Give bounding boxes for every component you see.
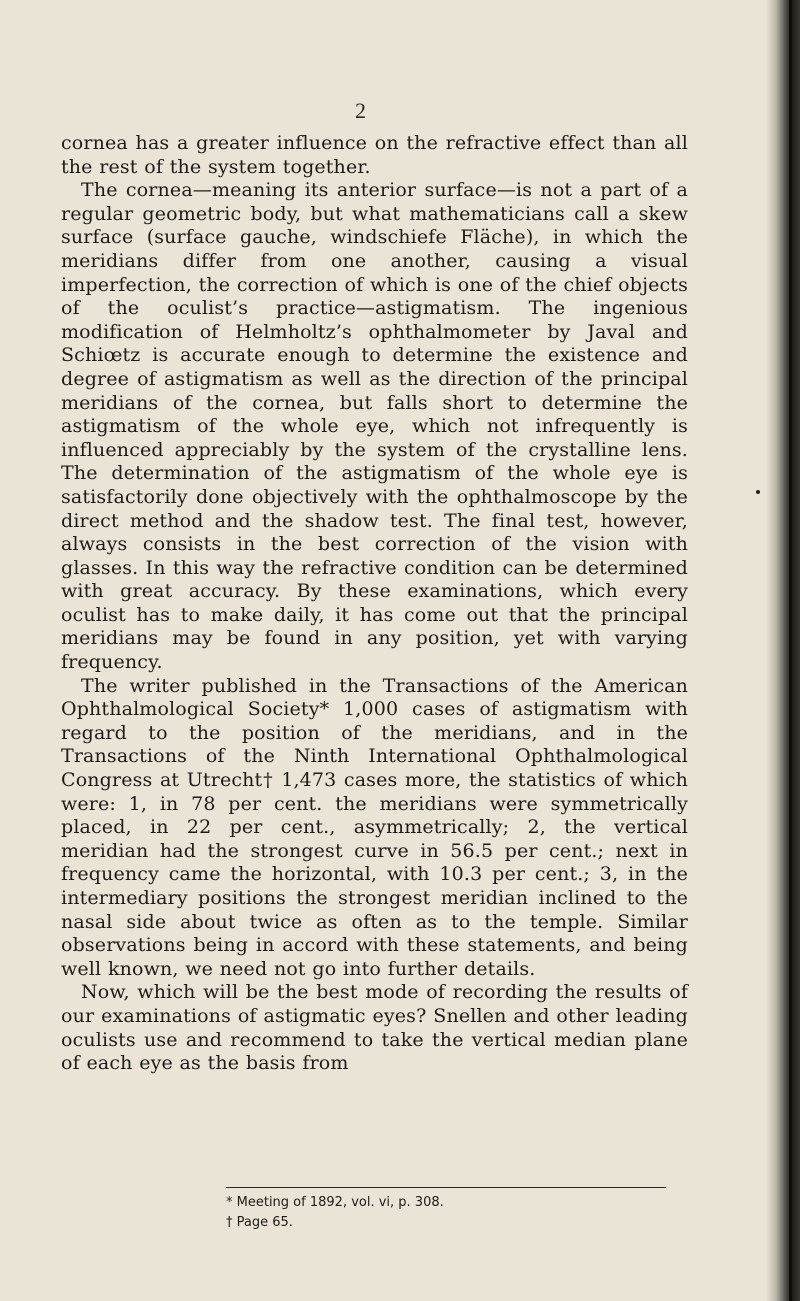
footnote: † Page 65. — [226, 1215, 293, 1230]
paragraph: The cornea—meaning its anterior surface—is not a part of a regular geometric body, but what mathematicians call a skew surface (surface gauche, windschiefe Fläche), in which the meridians differ from one another, causing a visual imperfection, the correction of which is one of the chief objects of the oculist’s practice—astigmatism. The ingenious modification of Helmholtz’s ophthalmometer by Javal and Schiœtz is accurate enough to determine the existence and degree of astigmatism as well as the direction of the principal meridians of the cornea, but falls short to determine the astigmatism of the whole eye, which not infrequently is influenced appreciably by the system of the crystalline lens. The determination of the astigmatism of the whole eye is satisfactorily done objectively with the ophthalmoscope by the direct method and the shadow test. The final test, however, always consists in the best correction of the vision with glasses. In this way the refractive condition can be determined with great accuracy. By these examinations, which every oculist has to make daily, it has come out that the principal meridians may be found in any position, yet with varying frequency. — [61, 179, 688, 674]
footnotes — [226, 1193, 444, 1233]
book-binding-edge — [789, 0, 792, 1301]
book-binding-shadow — [766, 0, 800, 1301]
footnote-divider — [226, 1187, 666, 1188]
paragraph: cornea has a greater influence on the refractive effect than all the rest of the system together. — [61, 132, 688, 178]
page-number: 2 — [355, 98, 366, 123]
binding-speck — [756, 490, 760, 494]
footnote: * Meeting of 1892, vol. vi, p. 308. — [226, 1195, 444, 1210]
body-text — [61, 132, 688, 1076]
paragraph: The writer published in the Transactions of the American Ophthalmological Society* 1,000 cases of astigmatism with regard to the position of the meridians, and in the Transactions of the Ninth International Ophthalmological Congress at Utrecht† 1,473 cases more, the statistics of which were: 1, in 78 per cent. the meridians were symmetrically placed, in 22 per cent., asymmetrically; 2, the vertical meridian had the strongest curve in 56.5 per cent.; next in frequency came the horizontal, with 10.3 per cent.; 3, in the intermediary positions the strongest meridian inclined to the nasal side about twice as often as to the temple. Similar observations being in accord with these statements, and being well known, we need not go into further details. — [61, 674, 688, 980]
paragraph: Now, which will be the best mode of recording the results of our examinations of astigmatic eyes? Snellen and other leading oculists use and recommend to take the vertical median plane of each eye as the basis from — [61, 981, 688, 1075]
